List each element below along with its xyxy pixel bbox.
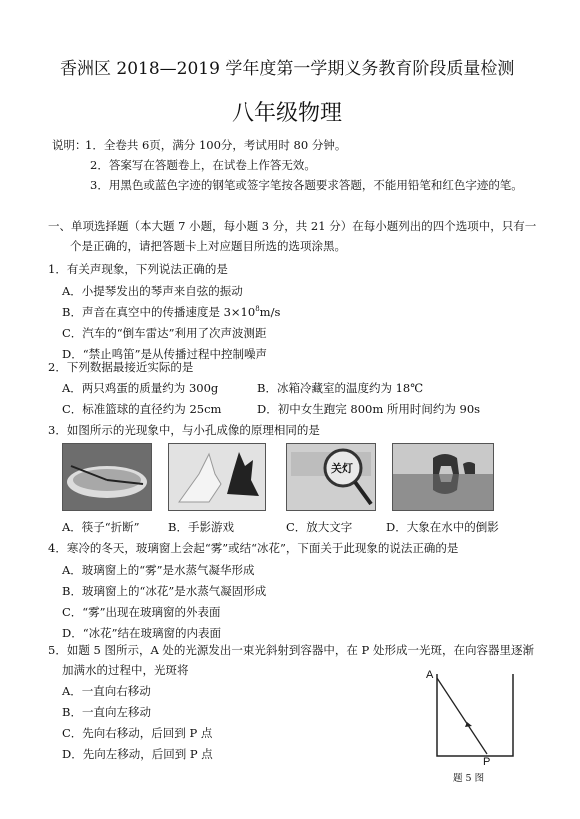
option-b-unit: m/s (259, 305, 281, 319)
figure-label-a: A (426, 669, 434, 681)
magnified-text: 关灯 (331, 462, 353, 475)
option-c: C．标准篮球的直径约为 25cm (62, 402, 222, 416)
option-d: D．“禁止鸣笛”是从传播过程中控制噪声 (62, 347, 267, 361)
option-b-exponent: 8 (255, 305, 260, 314)
instruction-line-3: 3．用黑色或蓝色字迹的钢笔或签字笔按各题要求答题，不能用铅笔和红色字迹的笔。 (90, 178, 523, 192)
photo-elephant-reflection (392, 443, 494, 511)
option-d: D．初中女生跑完 800m 所用时间约为 90s (257, 402, 481, 416)
instruction-line-1: 1．全卷共 6页，满分 100分，考试用时 80 分钟。 (85, 138, 347, 152)
question-stem-line-2: 加满水的过程中，光斑将 (62, 663, 189, 677)
exam-title: 香洲区 2018—2019 学年度第一学期义务教育阶段质量检测 (60, 59, 515, 79)
instruction-line-2: 2．答案写在答题卷上，在试卷上作答无效。 (90, 158, 316, 172)
option-b: B．冰箱冷藏室的温度约为 18℃ (257, 381, 424, 395)
option-b: B．一直向左移动 (62, 705, 151, 719)
figure-5-container-diagram (425, 664, 525, 764)
option-d: D．先向左移动，后回到 P 点 (62, 747, 213, 761)
option-a: A．一直向右移动 (62, 684, 151, 698)
option-b: B．玻璃窗上的“冰花”是水蒸气凝固形成 (62, 584, 267, 598)
elephant-reflection-icon (393, 444, 493, 510)
option-b: B．手影游戏 (168, 520, 234, 534)
photo-magnifier (286, 443, 376, 511)
option-d: D．“冰花”结在玻璃窗的内表面 (62, 626, 221, 640)
exam-subtitle: 八年级物理 (232, 101, 343, 126)
hand-shadow-icon (169, 444, 265, 510)
photo-hand-shadow (168, 443, 266, 511)
question-stem-line-1: 5．如题 5 图所示，A 处的光源发出一束光斜射到容器中，在 P 处形成一光斑，在向容器里逐渐 (48, 643, 534, 657)
option-b-text: B．声音在真空中的传播速度是 3×10 (62, 305, 256, 319)
question-stem: 2．下列数据最接近实际的是 (48, 360, 194, 374)
option-c: C．“雾”出现在玻璃窗的外表面 (62, 605, 221, 619)
option-a: A．两只鸡蛋的质量约为 300g (62, 381, 219, 395)
photo-chopsticks (62, 443, 152, 511)
figure-caption: 题 5 图 (453, 773, 485, 784)
option-c: C．先向右移动，后回到 P 点 (62, 726, 213, 740)
option-a: A．玻璃窗上的“雾”是水蒸气凝华形成 (62, 563, 255, 577)
question-stem: 4．寒冷的冬天，玻璃窗上会起“雾”或结“冰花”，下面关于此现象的说法正确的是 (48, 541, 459, 555)
instructions-prefix: 说明： (52, 138, 87, 152)
option-a: A．筷子“折断” (62, 520, 140, 534)
option-a: A．小提琴发出的琴声来自弦的振动 (62, 284, 243, 298)
option-c: C．放大文字 (286, 520, 353, 534)
question-stem: 1．有关声现象，下列说法正确的是 (48, 262, 228, 276)
magnifier-icon (287, 444, 375, 510)
option-d: D．大象在水中的倒影 (386, 520, 499, 534)
section-heading-line-1: 一、单项选择题（本大题 7 小题，每小题 3 分，共 21 分）在每小题列出的四个选项中，只有一 (48, 219, 537, 233)
figure-label-p: P (483, 756, 491, 768)
section-heading-line-2: 个是正确的，请把答题卡上对应题目所选的选项涂黑。 (70, 239, 346, 253)
option-b (62, 304, 280, 320)
question-stem: 3．如图所示的光现象中，与小孔成像的原理相同的是 (48, 423, 320, 437)
option-c: C．汽车的“倒车雷达”利用了次声波测距 (62, 326, 267, 340)
chopsticks-bowl-icon (63, 444, 151, 510)
